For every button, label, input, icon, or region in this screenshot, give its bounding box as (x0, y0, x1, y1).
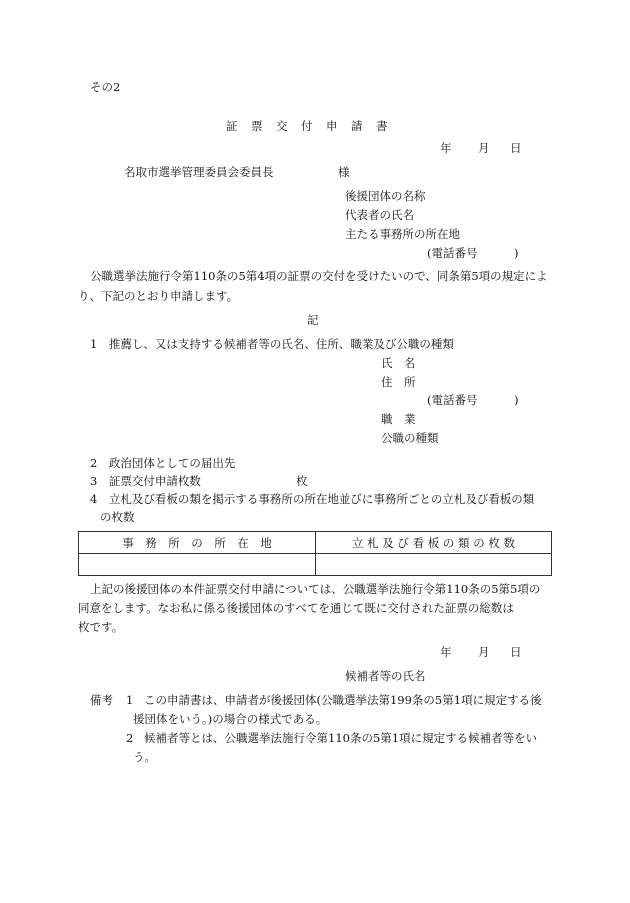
note2-number: 2 (126, 731, 134, 745)
addressee-honorific: 様 (338, 165, 350, 179)
table-header-row (79, 532, 552, 554)
bottom-date-month: 月 (478, 645, 490, 659)
note2-line1: 候補者等とは、公職選挙法施行令第110条の5第1項に規定する候補者等をい (144, 731, 538, 745)
date-day-label: 日 (510, 141, 522, 155)
note1-line2: 援団体をいう。)の場合の様式である。 (133, 712, 328, 726)
table-cell-location[interactable] (79, 554, 316, 576)
ki-heading: 記 (307, 313, 319, 327)
note1-number: 1 (126, 693, 134, 707)
candidate-phone-label: (電話番号 (427, 393, 478, 407)
applicant-phone-close: ) (514, 246, 519, 260)
bottom-date-day: 日 (510, 645, 522, 659)
date-year-label: 年 (440, 141, 452, 155)
table-cell-count[interactable] (316, 554, 552, 576)
item1-text: 1 推薦し、又は支持する候補者等の氏名、住所、職業及び公職の種類 (90, 337, 454, 351)
item4-line2: の枚数 (100, 510, 135, 524)
consent-line2: 同意をします。なお私に係る後援団体のすべてを通じて既に交付された証票の総数は (78, 601, 514, 615)
note2-line2: う。 (133, 750, 156, 764)
table-header-location: 事 務 所 の 所 在 地 (79, 532, 316, 554)
date-month-label: 月 (478, 141, 490, 155)
bottom-date-year: 年 (440, 645, 452, 659)
table-row (79, 554, 552, 576)
form-number-label: その2 (90, 80, 121, 94)
candidate-occupation-label: 職 業 (381, 412, 416, 426)
page-title: 証 票 交 付 申 請 書 (226, 119, 389, 133)
representative-name-label: 代表者の氏名 (345, 208, 414, 222)
item3-unit: 枚 (296, 474, 308, 488)
item2-text: 2 政治団体としての届出先 (90, 456, 236, 470)
group-name-label: 後援団体の名称 (345, 189, 426, 203)
item3-label: 3 証票交付申請枚数 (90, 474, 201, 488)
candidate-signature-label: 候補者等の氏名 (345, 669, 426, 683)
consent-line1: 上記の後援団体の本件証票交付申請については、公職選挙法施行令第110条の5第5項の (90, 582, 541, 596)
item4-line1: 4 立札及び看板の類を掲示する事務所の所在地並びに事務所ごとの立札及び看板の類 (90, 492, 535, 506)
remarks-label: 備考 (90, 693, 113, 707)
note1-line1: この申請書は、申請者が後援団体(公職選挙法第199条の5第1項に規定する後 (144, 693, 542, 707)
applicant-phone-label: (電話番号 (427, 246, 478, 260)
office-signboard-table (78, 531, 552, 576)
office-address-label: 主たる事務所の所在地 (345, 227, 460, 241)
intro-paragraph: 公職選挙法施行令第110条の5第4項の証票の交付を受けたいので、同条第5項の規定により、下記のとおり申請します。 (78, 269, 548, 303)
consent-line3: 枚です。 (78, 620, 124, 634)
table-header-count: 立 札 及 び 看 板 の 類 の 枚 数 (316, 532, 552, 554)
candidate-address-label: 住 所 (381, 375, 416, 389)
office-type-label: 公職の種類 (381, 431, 439, 445)
addressee-name: 名取市選挙管理委員会委員長 (124, 165, 274, 179)
candidate-phone-close: ) (514, 393, 519, 407)
candidate-name-label: 氏 名 (381, 356, 416, 370)
